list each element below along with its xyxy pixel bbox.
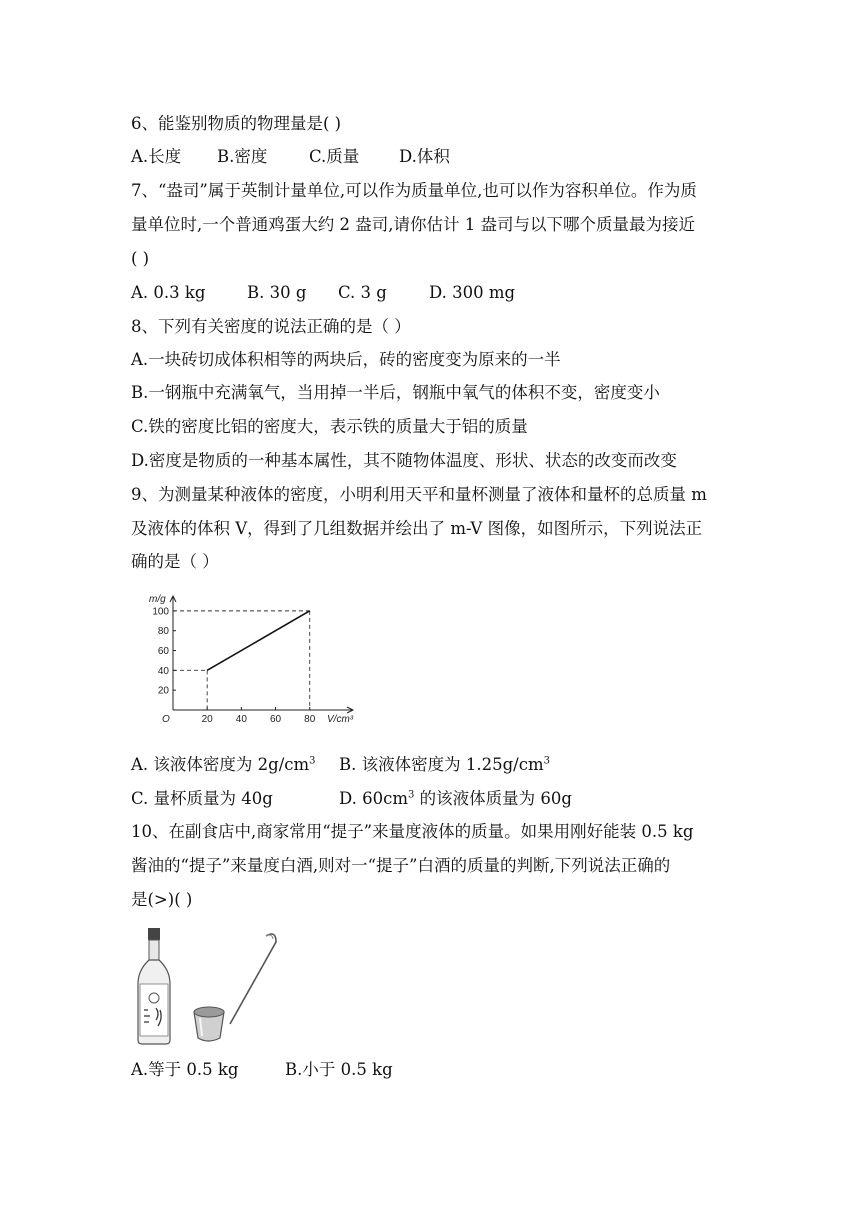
question-7-stem-line-2: 量单位时,一个普通鸡蛋大约 2 盎司,请你估计 1 盎司与以下哪个质量最为接近	[131, 215, 695, 234]
question-8-option-d: D.密度是物质的一种基本属性，其不随物体温度、形状、状态的改变而改变	[131, 451, 677, 470]
option-a: A.长度	[131, 147, 182, 166]
option-d	[339, 788, 572, 810]
question-10-stem-line-3: 是(>)( )	[131, 890, 193, 909]
option-b	[339, 754, 550, 776]
question-8-option-a: A.一块砖切成体积相等的两块后，砖的密度变为原来的一半	[131, 350, 561, 369]
option-d-text: D. 60cm	[339, 789, 409, 808]
question-10-stem-line-2: 酱油的“提子”来量度白酒,则对一“提子”白酒的质量的判断,下列说法正确的	[131, 856, 671, 875]
m-v-chart-svg	[148, 590, 363, 728]
option-d: D. 300 mg	[429, 283, 516, 302]
option-b: B.小于 0.5 kg	[285, 1060, 393, 1079]
question-7-options	[131, 282, 731, 304]
option-a-superscript: 3	[309, 755, 316, 767]
question-10-stem-line-1: 10、在副食店中,商家常用“提子”来量度液体的质量。如果用刚好能装 0.5 kg	[131, 822, 694, 841]
question-8-option-b: B.一钢瓶中充满氧气，当用掉一半后，钢瓶中氧气的体积不变，密度变小	[131, 383, 660, 402]
ladle-icon	[194, 934, 276, 1041]
question-6-options	[131, 146, 731, 168]
question-9-options-row-1	[131, 754, 731, 776]
x-axis-label: V/cm³	[327, 714, 354, 725]
question-9-stem-line-3: 确的是（ ）	[131, 552, 219, 571]
option-b: B. 30 g	[247, 283, 307, 302]
option-c: C. 3 g	[338, 283, 387, 302]
bottle-icon	[138, 928, 170, 1044]
question-9-stem-line-2: 及液体的体积 V，得到了几组数据并绘出了 m-V 图像，如图所示，下列说法正	[131, 519, 703, 538]
option-b: B.密度	[217, 147, 268, 166]
question-7-stem-line-1: 7、“盎司”属于英制计量单位,可以作为质量单位,也可以作为容积单位。作为质	[131, 181, 697, 200]
question-8-option-c: C.铁的密度比铝的密度大，表示铁的质量大于铝的质量	[131, 417, 528, 436]
option-c: C.质量	[309, 147, 360, 166]
question-9-stem-line-1: 9、为测量某种液体的密度，小明利用天平和量杯测量了液体和量杯的总质量 m	[131, 485, 707, 504]
y-tick-label: 80	[157, 626, 169, 638]
option-a	[131, 754, 316, 776]
option-b-text: B. 该液体密度为 1.25g/cm	[339, 755, 544, 774]
y-axis-label: m/g	[149, 594, 166, 605]
option-a: A. 0.3 kg	[131, 283, 206, 302]
option-b-superscript: 3	[543, 755, 550, 767]
origin-label: O	[162, 714, 170, 725]
m-v-chart	[148, 590, 363, 728]
y-tick-label: 100	[152, 606, 169, 618]
liquor-bottle-and-ladle-illustration	[134, 926, 284, 1046]
option-c: C. 量杯质量为 40g	[131, 789, 273, 808]
x-tick-label: 40	[235, 714, 247, 725]
y-tick-label: 40	[157, 665, 169, 677]
question-8-stem: 8、下列有关密度的说法正确的是（ ）	[131, 317, 411, 336]
x-tick-label: 20	[201, 714, 213, 725]
option-a: A.等于 0.5 kg	[131, 1060, 239, 1079]
y-tick-label: 20	[157, 685, 169, 697]
x-tick-label: 80	[304, 714, 316, 725]
y-tick-label: 60	[157, 646, 169, 658]
question-6-stem: 6、能鉴别物质的物理量是( )	[131, 114, 342, 133]
option-a-text: A. 该液体密度为 2g/cm	[131, 755, 310, 774]
option-d-text-tail: 的该液体质量为 60g	[414, 789, 572, 808]
question-7-stem-line-3: ( )	[131, 249, 150, 268]
x-tick-label: 60	[269, 714, 282, 725]
option-d: D.体积	[399, 147, 450, 166]
series-line	[207, 611, 310, 670]
question-10-options	[131, 1059, 731, 1081]
option-d-superscript: 3	[408, 789, 415, 801]
question-9-options-row-2	[131, 788, 731, 810]
